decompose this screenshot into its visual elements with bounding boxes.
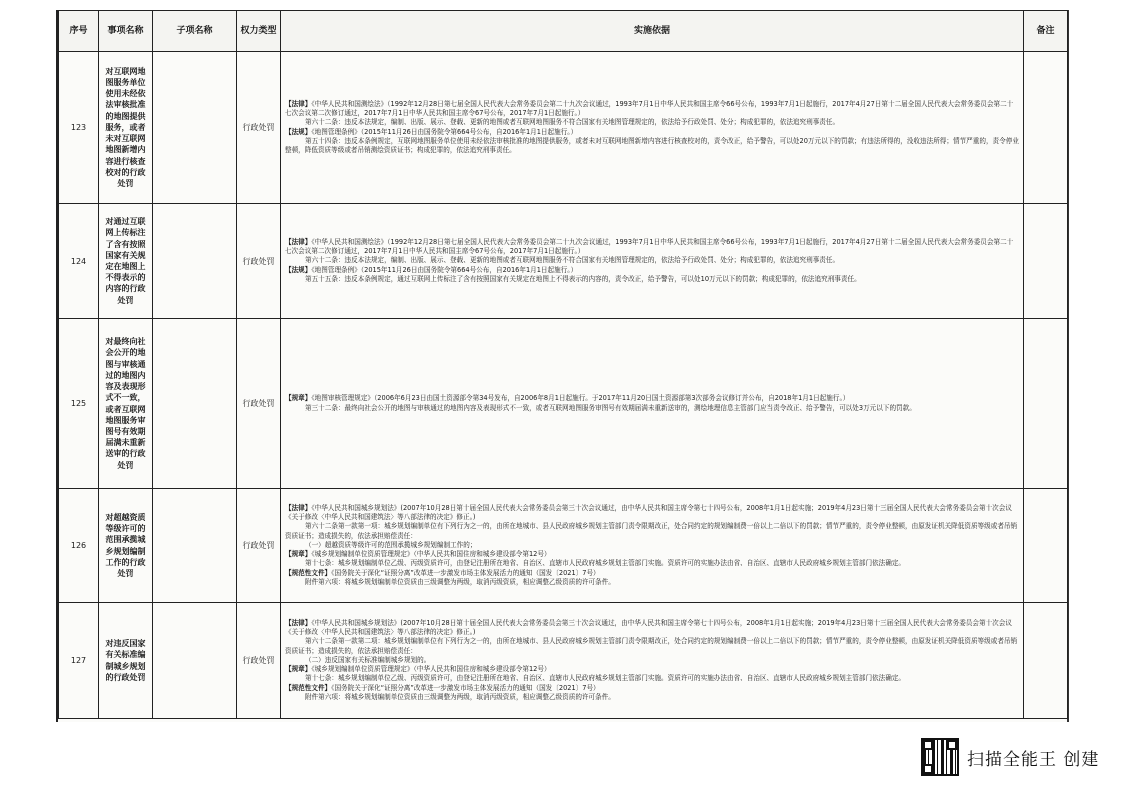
row-seq: 127 (59, 603, 99, 719)
basis-paragraph (285, 619, 1019, 637)
basis-text: 第三十二条：最终向社会公开的地图与审核通过的地图内容及表现形式不一致，或者互联网地图服务审图号有效期届满未重新送审的，测绘地理信息主管部门应当责令改正、给予警告，可以处3万元以下的罚款。 (305, 403, 916, 412)
basis-paragraph (285, 504, 1019, 522)
basis-text: 第十七条：城乡规划编制单位乙级、丙级资质许可，由登记注册所在地省、自治区、直辖市人民政府城乡规划主管部门实施。资质许可的实施办法由省、自治区、直辖市人民政府城乡规划主管部门依法确定。 (305, 674, 906, 683)
basis-paragraph (285, 674, 1019, 683)
row-basis (281, 603, 1024, 719)
basis-paragraph (285, 137, 1019, 155)
basis-paragraph (285, 569, 1019, 578)
row-item-name: 对通过互联网上传标注了含有按照国家有关规定在地图上不得表示的内容的行政处罚 (99, 204, 153, 319)
row-item-name: 对违反国家有关标准编制城乡规划的行政处罚 (99, 603, 153, 719)
basis-paragraph (285, 550, 1019, 559)
table-row (59, 603, 1068, 719)
basis-source-tag: 【法律】 (285, 504, 312, 513)
header-seq: 序号 (59, 11, 99, 52)
header-sub-item-name: 子项名称 (153, 11, 237, 52)
basis-text: 附件第六项：将城乡规划编制单位资质由三级调整为两级，取消丙级资质，相应调整乙级资质的许可条件。 (305, 692, 615, 701)
basis-text: 第六十二条：违反本法规定，编制、出版、展示、登载、更新的地图或者互联网地图服务不符合国家有关地图管理规定的，依法给予行政处罚、处分；构成犯罪的，依法追究刑事责任。 (305, 256, 840, 265)
basis-text: 第六十二条：违反本法规定，编制、出版、展示、登载、更新的地图或者互联网地图服务不符合国家有关地图管理规定的，依法给予行政处罚、处分；构成犯罪的，依法追究刑事责任。 (305, 118, 840, 127)
basis-text: 《城乡规划编制单位资质管理规定》（中华人民共和国住房和城乡建设部令第12号） (311, 665, 551, 674)
row-remarks (1024, 52, 1068, 204)
basis-source-tag: 【法规】 (285, 127, 312, 136)
row-remarks (1024, 489, 1068, 603)
row-power-type: 行政处罚 (237, 603, 281, 719)
scanner-watermark (921, 738, 1099, 776)
row-item-name: 对超越资质等级许可的范围承揽城乡规划编制工作的行政处罚 (99, 489, 153, 603)
row-power-type: 行政处罚 (237, 52, 281, 204)
basis-paragraph (285, 522, 1019, 540)
scanned-page (56, 10, 1069, 722)
basis-paragraph (285, 266, 1019, 275)
row-sub-item-name (153, 204, 237, 319)
row-power-type: 行政处罚 (237, 489, 281, 603)
row-seq: 125 (59, 319, 99, 489)
basis-text: 第六十二条第一款第一项：城乡规划编制单位有下列行为之一的，由所在地城市、县人民政府城乡规划主管部门责令限期改正，处合同约定的规划编制费一倍以上二倍以下的罚款；情节严重的，责令停业整顿，由原发证机关降低资质等级或者吊销资质证书；造成损失的，依法承担赔偿责任： (285, 522, 1018, 540)
header-remarks: 备注 (1024, 11, 1068, 52)
basis-text: 《国务院关于深化“证照分离”改革进一步激发市场主体发展活力的通知（国发〔2021〕7号） (331, 683, 600, 692)
basis-text: 《中华人民共和国城乡规划法》(2007年10月28日第十届全国人民代表大会常务委员会第三十次会议通过，由中华人民共和国主席令第七十四号公布，2008年1月1日起实施；2019年4月23日第十三届全国人民代表大会常务委员会第十次会议《关于修改〈中华人民共和国建筑法〉等八部法律的决定》修正。) (285, 504, 1012, 522)
basis-paragraph (285, 394, 1019, 403)
row-seq: 126 (59, 489, 99, 603)
basis-text: 第六十二条第一款第二项：城乡规划编制单位有下列行为之一的，由所在地城市、县人民政府城乡规划主管部门责令限期改正，处合同约定的规划编制费一倍以上二倍以下的罚款；情节严重的，责令停业整顿，由原发证机关降低资质等级或者吊销资质证书；造成损失的，依法承担赔偿责任： (285, 637, 1018, 655)
basis-text: 《国务院关于深化“证照分离”改革进一步激发市场主体发展活力的通知（国发〔2021〕7号） (331, 568, 600, 577)
basis-paragraph (285, 656, 1019, 665)
basis-source-tag: 【规章】 (285, 665, 312, 674)
table-row (59, 52, 1068, 204)
row-item-name: 对最终向社会公开的地图与审核通过的地图内容及表现形式不一致，或者互联网地图服务审图号有效期届满未重新送审的行政处罚 (99, 319, 153, 489)
basis-paragraph (285, 238, 1019, 256)
row-remarks (1024, 319, 1068, 489)
row-seq: 124 (59, 204, 99, 319)
table-row (59, 319, 1068, 489)
row-item-name: 对互联网地图服务单位使用未经依法审核批准的地图提供服务，或者未对互联网地图新增内容进行核查校对的行政处罚 (99, 52, 153, 204)
row-sub-item-name (153, 52, 237, 204)
row-basis (281, 489, 1024, 603)
basis-paragraph (285, 665, 1019, 674)
scanner-brand-text: 扫描全能王 创建 (967, 749, 1100, 770)
row-basis (281, 319, 1024, 489)
basis-paragraph (285, 541, 1019, 550)
basis-text: 第五十五条：违反本条例规定，通过互联网上传标注了含有按照国家有关规定在地图上不得表示的内容的，责令改正，给予警告，可以处10万元以下的罚款；构成犯罪的，依法追究刑事责任。 (305, 274, 861, 283)
basis-paragraph (285, 100, 1019, 118)
row-sub-item-name (153, 603, 237, 719)
row-power-type: 行政处罚 (237, 204, 281, 319)
table-header-row (59, 11, 1068, 52)
basis-text: 《地图管理条例》（2015年11月26日由国务院令第664号公布，自2016年1月1日起施行。） (311, 265, 578, 274)
basis-paragraph (285, 559, 1019, 568)
basis-text: 附件第六项：将城乡规划编制单位资质由三级调整为两级，取消丙级资质，相应调整乙级资质的许可条件。 (305, 577, 615, 586)
basis-text: （一）超越资质等级许可的范围承揽城乡规划编制工作的； (305, 540, 477, 549)
table-row (59, 204, 1068, 319)
basis-source-tag: 【法律】 (285, 99, 312, 108)
basis-text: 《中华人民共和国测绘法》（1992年12月28日第七届全国人民代表大会常务委员会第二十九次会议通过，1993年7月1日中华人民共和国主席令66号公布，1993年7月1日起施行，2017年4月27日第十二届全国人民代表大会常务委员会第二十七次会议第二次修订通过，2017年7月1日中华人民共和国主席令67号公布，2017年7月1日起施行。） (285, 99, 1014, 118)
basis-source-tag: 【法律】 (285, 619, 312, 628)
row-basis (281, 52, 1024, 204)
row-sub-item-name (153, 489, 237, 603)
row-seq: 123 (59, 52, 99, 204)
row-basis (281, 204, 1024, 319)
basis-source-tag: 【规范性文件】 (285, 568, 332, 577)
basis-source-tag: 【规章】 (285, 550, 312, 559)
basis-source-tag: 【规范性文件】 (285, 683, 332, 692)
enforcement-items-table (58, 10, 1068, 719)
basis-paragraph (285, 118, 1019, 127)
basis-text: （二）违反国家有关标准编制城乡规划的。 (305, 655, 431, 664)
qr-code-icon (921, 738, 959, 776)
basis-text: 《地图管理条例》（2015年11月26日由国务院令第664号公布，自2016年1月1日起施行。） (311, 127, 578, 136)
basis-paragraph (285, 637, 1019, 655)
basis-paragraph (285, 578, 1019, 587)
row-power-type: 行政处罚 (237, 319, 281, 489)
basis-paragraph (285, 693, 1019, 702)
basis-text: 《中华人民共和国测绘法》（1992年12月28日第七届全国人民代表大会常务委员会第二十九次会议通过，1993年7月1日中华人民共和国主席令66号公布，1993年7月1日起施行，2017年4月27日第十二届全国人民代表大会常务委员会第二十七次会议第二次修订通过，2017年7月1日中华人民共和国主席令67号公布，2017年7月1日起施行。） (285, 237, 1014, 256)
basis-text: 《地图审核管理规定》（2006年6月23日由国土资源部令第34号发布，自2006年8月1日起施行。于2017年11月20日国土资源部第3次部务会议修订并公布，自2018年1月1日起施行。） (311, 394, 850, 403)
basis-paragraph (285, 275, 1019, 284)
table-row (59, 489, 1068, 603)
basis-source-tag: 【规章】 (285, 394, 312, 403)
row-sub-item-name (153, 319, 237, 489)
header-power-type: 权力类型 (237, 11, 281, 52)
basis-text: 《城乡规划编制单位资质管理规定》（中华人民共和国住房和城乡建设部令第12号） (311, 550, 551, 559)
header-item-name: 事项名称 (99, 11, 153, 52)
row-remarks (1024, 204, 1068, 319)
basis-paragraph (285, 404, 1019, 413)
basis-paragraph (285, 128, 1019, 137)
basis-text: 第十七条：城乡规划编制单位乙级、丙级资质许可，由登记注册所在地省、自治区、直辖市人民政府城乡规划主管部门实施。资质许可的实施办法由省、自治区、直辖市人民政府城乡规划主管部门依法确定。 (305, 559, 906, 568)
row-remarks (1024, 603, 1068, 719)
basis-text: 《中华人民共和国城乡规划法》(2007年10月28日第十届全国人民代表大会常务委员会第三十次会议通过，由中华人民共和国主席令第七十四号公布，2008年1月1日起实施；2019年4月23日第十三届全国人民代表大会常务委员会第十次会议《关于修改〈中华人民共和国建筑法〉等八部法律的决定》修正。) (285, 619, 1012, 637)
basis-source-tag: 【法律】 (285, 237, 312, 246)
basis-text: 第五十四条：违反本条例规定，互联网地图服务单位使用未经依法审核批准的地图提供服务，或者未对互联网地图新增内容进行核查校对的，责令改正，给予警告，可以处20万元以下的罚款；有违法所得的，没收违法所得；情节严重的，责令停业整顿，降低资质等级或者吊销测绘资质证书；构成犯罪的，依法追究刑事责任。 (285, 136, 1019, 154)
header-basis: 实施依据 (281, 11, 1024, 52)
basis-paragraph (285, 684, 1019, 693)
basis-paragraph (285, 256, 1019, 265)
basis-source-tag: 【法规】 (285, 265, 312, 274)
